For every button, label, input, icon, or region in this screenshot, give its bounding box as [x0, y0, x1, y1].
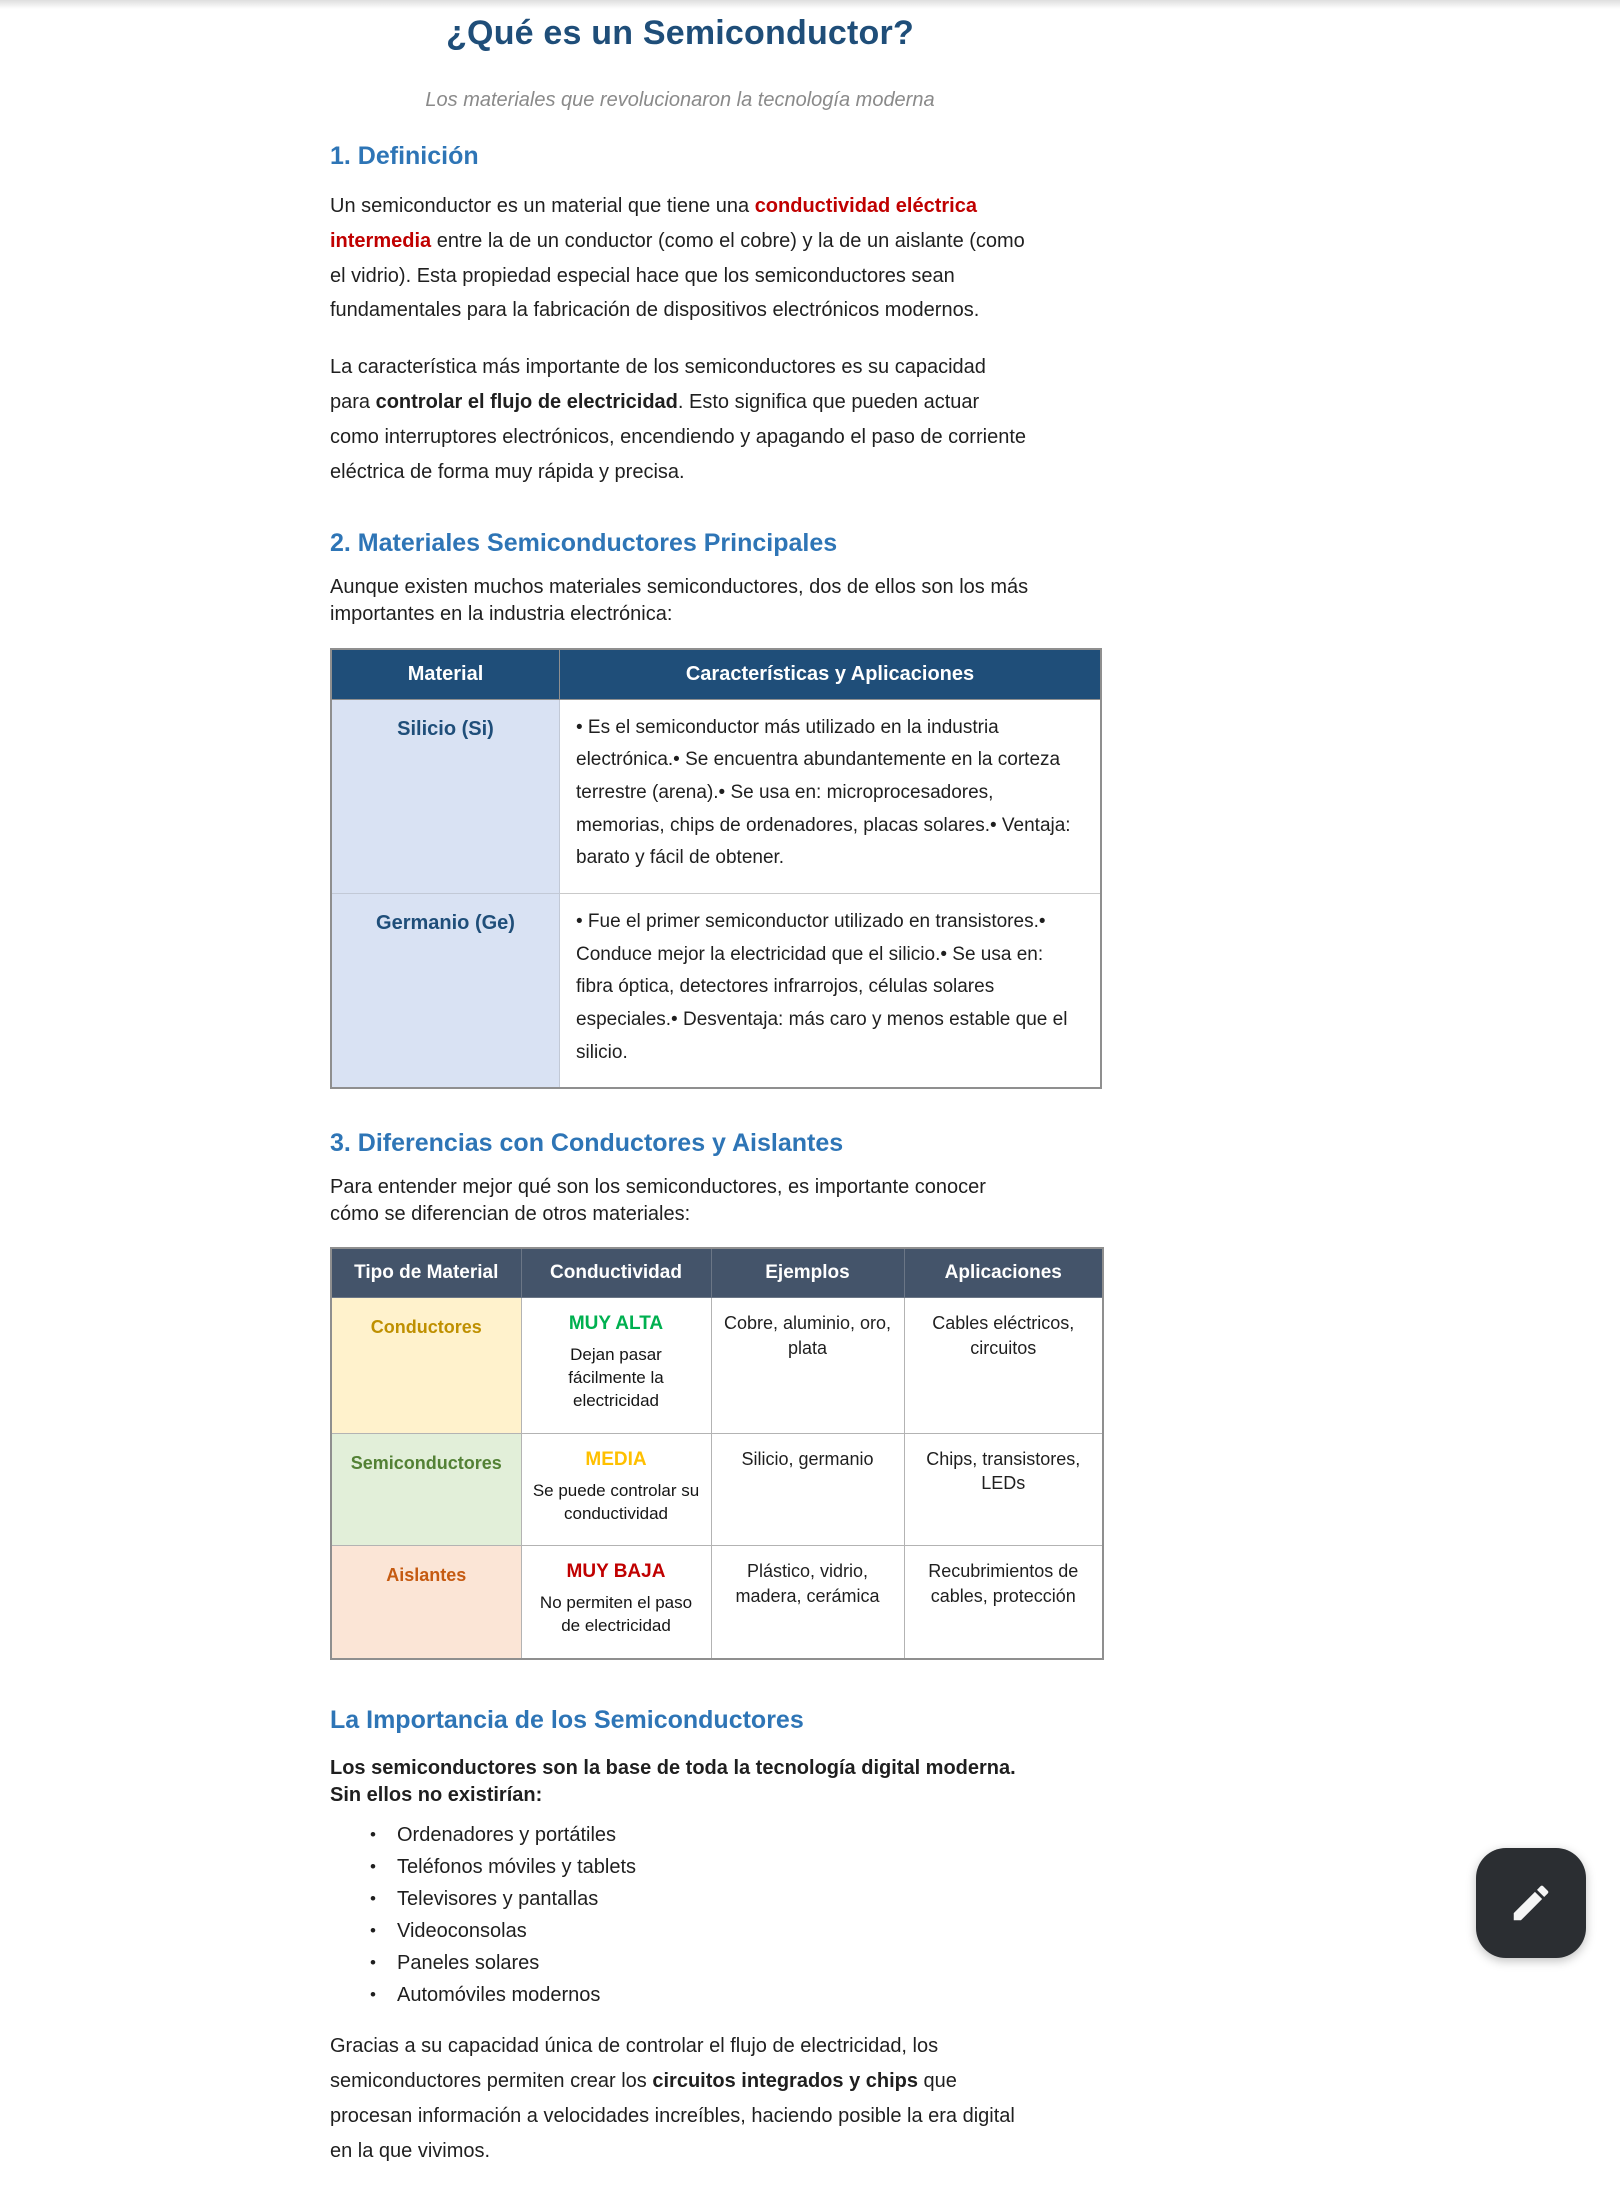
conductivity-level: MUY ALTA	[568, 1313, 664, 1335]
applications-cell: Chips, transistores, LEDs	[904, 1433, 1103, 1546]
table-row-silicio	[331, 699, 1101, 893]
header-cell-ejemplos: Ejemplos	[711, 1248, 904, 1298]
highlighted-phrase: conductividad eléctrica intermedia	[330, 195, 977, 252]
page-title: ¿Qué es un Semiconductor?	[446, 14, 914, 52]
material-type-cell: Semiconductores	[331, 1433, 521, 1546]
paragraph-text: Un semiconductor es un material que tiene una	[330, 195, 755, 217]
applications-cell: Cables eléctricos, circuitos	[904, 1298, 1103, 1433]
list-item: • Ordenadores y portátiles	[370, 1824, 1070, 1847]
examples-cell: Plástico, vidrio, madera, cerámica	[711, 1546, 904, 1659]
bold-phrase: controlar el flujo de electricidad	[375, 390, 678, 413]
header-cell-caracteristicas: Características y Aplicaciones	[560, 649, 1102, 700]
intro-line: Sin ellos no existirían:	[330, 1783, 543, 1806]
material-details-cell: • Fue el primer semiconductor utilizado en transistores.• Conduce mejor la electricidad que el silicio.• Se usa en: fibra óptica, detectores infrarrojos, células solares especiales.• Desventaja: más caro y menos estable que el silicio.	[560, 893, 1102, 1088]
examples-cell: Silicio, germanio	[711, 1433, 904, 1546]
section-heading-definicion: 1. Definición	[330, 142, 479, 170]
table-header-row	[331, 649, 1101, 700]
material-name-cell: Silicio (Si)	[331, 699, 560, 893]
diferencias-intro: Para entender mejor qué son los semiconductores, es importante conocer cómo se diferencian de otros materiales:	[330, 1176, 986, 1225]
intro-line: Los semiconductores son la base de toda la tecnología digital moderna.	[330, 1756, 1016, 1779]
conductivity-level: MEDIA	[585, 1448, 647, 1470]
conductivity-desc: No permiten el paso de electricidad	[539, 1593, 693, 1636]
header-cell-aplicaciones: Aplicaciones	[904, 1248, 1103, 1298]
conductivity-level: MUY BAJA	[566, 1561, 666, 1583]
section-heading-diferencias: 3. Diferencias con Conductores y Aislantes	[330, 1129, 844, 1158]
paragraph-text: . Esto significa que pueden actuar como interruptores electrónicos, encendiendo y apagando el paso de corriente eléctrica de forma muy rápida y precisa.	[330, 390, 1026, 483]
paragraph-text: Gracias a su capacidad única de controlar el flujo de electricidad, los semiconductores permiten crear los	[330, 2035, 939, 2092]
paragraph-text: La característica más importante de los semiconductores es su capacidad para	[330, 356, 986, 413]
bold-phrase: circuitos integrados y chips	[652, 2069, 918, 2092]
header-cell-conductividad: Conductividad	[521, 1248, 711, 1298]
technology-list	[330, 1824, 1070, 2007]
table-row-semiconductores	[331, 1433, 1103, 1546]
list-item: • Videoconsolas	[370, 1920, 1070, 1943]
material-details-cell: • Es el semiconductor más utilizado en la industria electrónica.• Se encuentra abundantemente en la corteza terrestre (arena).• Se usa en: microprocesadores, memorias, chips de ordenadores, placas solares.• Ventaja: barato y fácil de obtener.	[560, 699, 1102, 893]
conductivity-desc: Dejan pasar fácilmente la electricidad	[568, 1345, 664, 1410]
comparison-table	[330, 1247, 1104, 1659]
header-cell-material: Material	[331, 649, 560, 700]
applications-cell: Recubrimientos de cables, protección	[904, 1546, 1103, 1659]
pencil-edit-icon	[1508, 1880, 1554, 1926]
list-item: • Teléfonos móviles y tablets	[370, 1856, 1070, 1879]
materiales-intro: Aunque existen muchos materiales semiconductores, dos de ellos son los más importantes en la industria electrónica:	[330, 576, 1029, 625]
page-subtitle: Los materiales que revolucionaron la tecnología moderna	[425, 89, 935, 111]
materials-table	[330, 648, 1102, 1090]
material-name-cell: Germanio (Ge)	[331, 893, 560, 1088]
header-cell-tipo: Tipo de Material	[331, 1248, 521, 1298]
section-heading-materiales: 2. Materiales Semiconductores Principales	[330, 529, 838, 558]
section-heading-importancia: La Importancia de los Semiconductores	[330, 1705, 804, 1734]
closing-paragraph	[330, 2029, 1030, 2168]
table-row-aislantes	[331, 1546, 1103, 1659]
list-item: • Televisores y pantallas	[370, 1888, 1070, 1911]
conductivity-cell	[521, 1546, 711, 1659]
table-row-conductores	[331, 1298, 1103, 1433]
material-type-cell: Aislantes	[331, 1546, 521, 1659]
importancia-intro	[330, 1755, 1030, 1808]
list-item: • Paneles solares	[370, 1952, 1070, 1975]
document-body	[330, 0, 1102, 2188]
examples-cell: Cobre, aluminio, oro, plata	[711, 1298, 904, 1433]
edit-button[interactable]	[1476, 1848, 1586, 1958]
table-header-row	[331, 1248, 1103, 1298]
table-row-germanio	[331, 893, 1101, 1088]
paragraph-text: que procesan información a velocidades increíbles, haciendo posible la era digital en la que vivimos.	[330, 2069, 1015, 2162]
list-item: • Automóviles modernos	[370, 1984, 1070, 2007]
material-type-cell: Conductores	[331, 1298, 521, 1433]
definicion-paragraph-1	[330, 189, 1030, 328]
conductivity-desc: Se puede controlar su conductividad	[532, 1480, 700, 1523]
conductivity-cell	[521, 1298, 711, 1433]
conductivity-cell	[521, 1433, 711, 1546]
definicion-paragraph-2	[330, 350, 1030, 489]
paragraph-text: entre la de un conductor (como el cobre) y la de un aislante (como el vidrio). Esta propiedad especial hace que los semiconductores sean fundamentales para la fabricación de dispositivos electrónicos modernos.	[330, 229, 1025, 322]
